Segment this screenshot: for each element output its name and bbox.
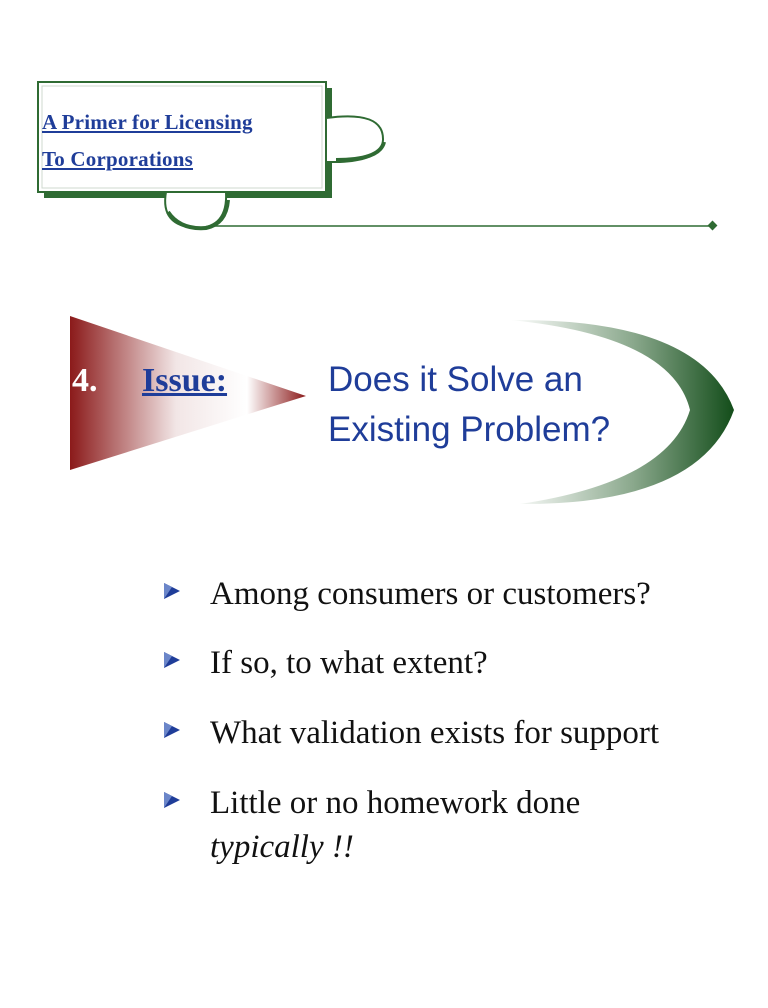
- bullet-text-block: [210, 781, 740, 869]
- issue-number: 4.: [72, 362, 98, 399]
- issue-question-line2: Existing Problem?: [328, 410, 611, 449]
- bullet-item: [162, 711, 740, 755]
- bullet-text-continuation: typically !!: [210, 829, 354, 865]
- bullet-text: What validation exists for support: [210, 715, 660, 751]
- bullet-text: If so, to what extent?: [210, 645, 488, 681]
- bullet-item: [162, 572, 740, 616]
- bullet-item: [162, 641, 740, 685]
- arrow-bullet-icon: [162, 581, 182, 601]
- header-title-line1[interactable]: A Primer for Licensing: [42, 110, 253, 134]
- issue-label: Issue:: [142, 362, 228, 399]
- bullet-text: Little or no homework done: [210, 785, 581, 821]
- arrow-bullet-icon: [162, 790, 182, 810]
- arrow-bullet-icon: [162, 720, 182, 740]
- issue-question-line1: Does it Solve an: [328, 360, 583, 399]
- arrow-bullet-icon: [162, 650, 182, 670]
- header-title-line2[interactable]: To Corporations: [42, 147, 193, 171]
- bullet-item: [162, 781, 740, 869]
- bullet-text: Among consumers or customers?: [210, 576, 651, 612]
